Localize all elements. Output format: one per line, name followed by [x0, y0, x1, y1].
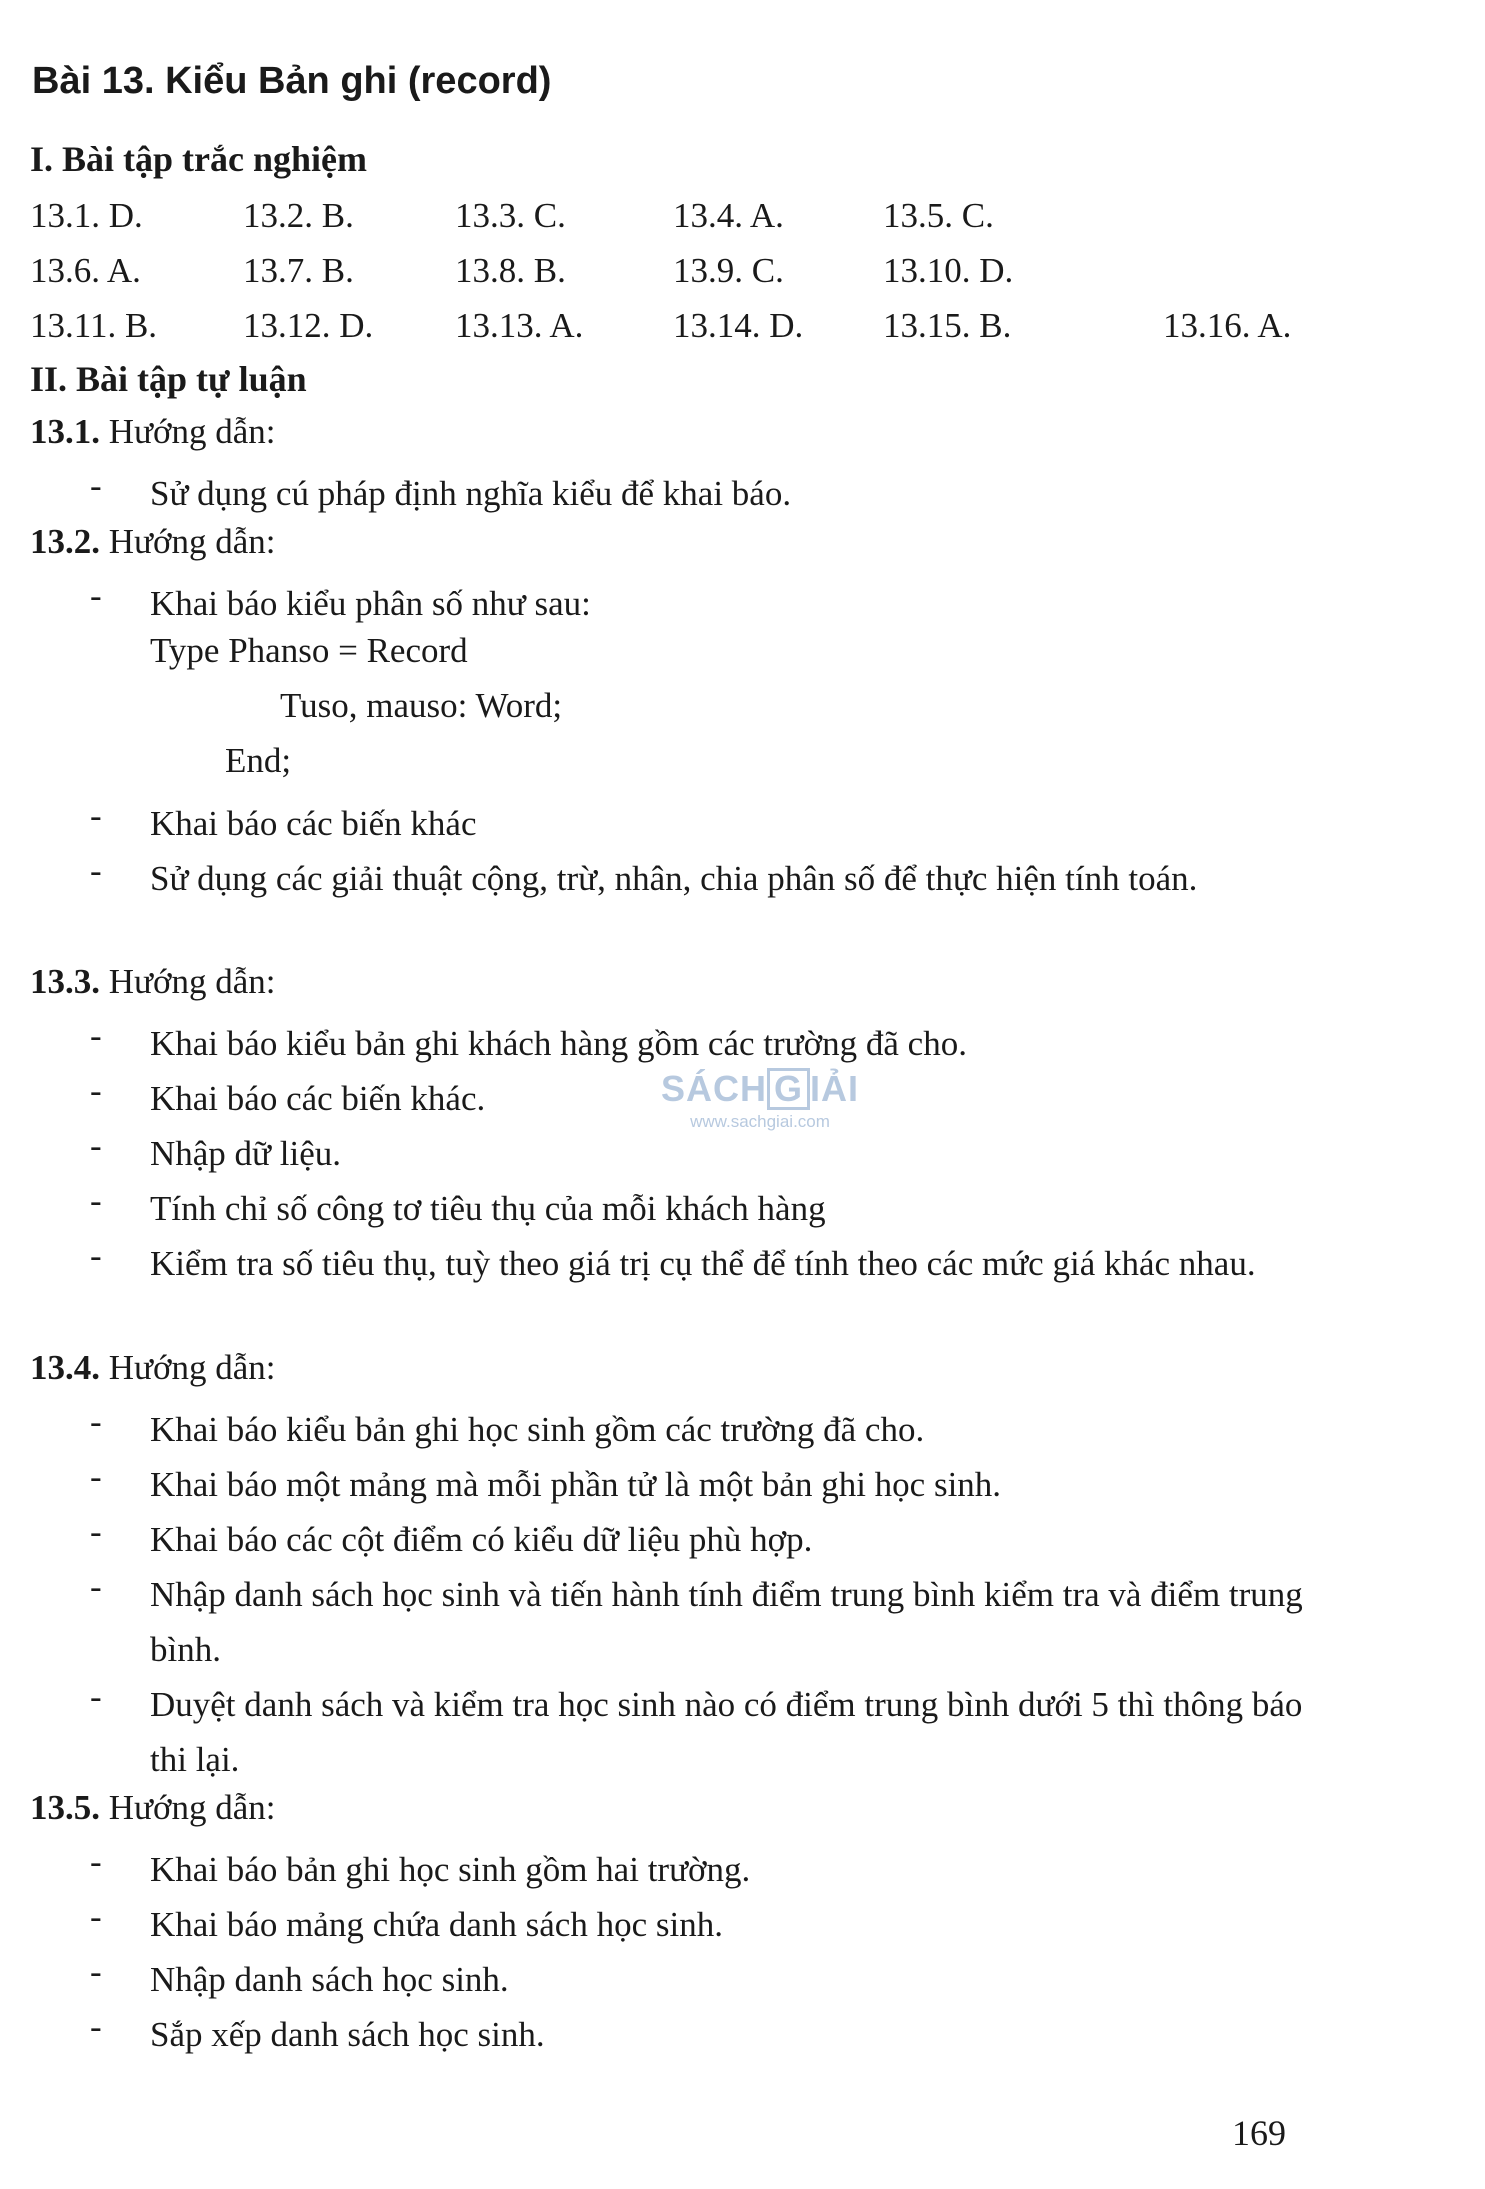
code-line: End;: [225, 741, 292, 780]
answer-13-4: 13.4. A.: [673, 196, 784, 235]
answer-13-11: 13.11. B.: [30, 306, 158, 345]
exercise-13-2-label: [30, 522, 276, 562]
answer-13-2: 13.2. B.: [243, 196, 354, 235]
answer-13-8: 13.8. B.: [455, 251, 566, 290]
code-line: Tuso, mauso: Word;: [280, 686, 563, 725]
answer-13-3: 13.3. C.: [455, 196, 566, 235]
guide-label: Hướng dẫn:: [108, 522, 276, 561]
exercise-13-1-label: [30, 412, 276, 452]
exercise-number: 13.4.: [30, 1348, 100, 1387]
exercise-number: 13.1.: [30, 412, 100, 451]
exercise-13-3-label: [30, 962, 276, 1002]
answer-13-14: 13.14. D.: [673, 306, 804, 345]
watermark-logo: SÁCH G IẢI: [660, 1068, 860, 1109]
answer-13-16: 13.16. A.: [1163, 306, 1292, 345]
guide-label: Hướng dẫn:: [108, 1788, 276, 1827]
answer-13-1: 13.1. D.: [30, 196, 143, 235]
answer-13-6: 13.6. A.: [30, 251, 141, 290]
guide-label: Hướng dẫn:: [108, 1348, 276, 1387]
section-heading-essay: II. Bài tập tự luận: [30, 359, 307, 399]
exercise-number: 13.5.: [30, 1788, 100, 1827]
page-number: 169: [1232, 2113, 1286, 2153]
exercise-number: 13.3.: [30, 962, 100, 1001]
answer-13-12: 13.12. D.: [243, 306, 374, 345]
chapter-title: Bài 13. Kiểu Bản ghi (record): [32, 60, 552, 102]
watermark: [650, 1068, 870, 1132]
exercise-number: 13.2.: [30, 522, 100, 561]
document-page: Bài 13. Kiểu Bản ghi (record) I. Bài tập trắc nghiệm 13.1. D. 13.2. B. 13.3. C. 13.4. A. 13.5. C. 13.6. A. 13.7. B. 13.8. B. 13.9. C. 13.10. D. 13.11. B. 13.12. D. 13.13. A. 13.14. D. 13.15. B. 13.16. A. II. Bài tập tự luận 13.1. Hướng dẫn: - Sử dụng cú pháp định nghĩa kiểu để khai báo. 13.2. Hướng dẫn: - Khai báo kiểu phân số như sau: Type Phanso = Record Tuso, mauso: Word; End; - Khai báo các biến khác - Sử dụng các giải thuật cộng, trừ, nhân, chia phân số để thực hiện tính toán. 13.3. Hướng dẫn: - Khai báo kiểu bản ghi khách hàng gồm các trường đã cho. - Khai báo các biến khác. - Nhập dữ liệu. - Tính chỉ số công tơ tiêu thụ của mỗi khách hàng - Kiểm tra số tiêu thụ, tuỳ theo giá trị cụ thể để tính theo các mức giá khác nhau. 13.4. Hướng dẫn: - Khai báo kiểu bản ghi học sinh gồm các trường đã cho. - Khai báo một mảng mà mỗi phần tử là một bản ghi học sinh. - Khai báo các cột điểm có kiểu dữ liệu phù hợp. - Nhập danh sách học sinh và tiến hành tính điểm trung bình kiểm tra và điểm trung bình. - Duyệt danh sách và kiểm tra học sinh nào có điểm trung bình dưới 5 thì thông báo thi lại. 13.5. Hướng dẫn: - Khai báo bản ghi học sinh gồm hai trường. - Khai báo mảng chứa danh sách học sinh. - Nhập danh sách học sinh. - Sắp xếp danh sách học sinh. SÁCH G IẢI www.sachgiai.com 169: [30, 60, 1303, 2153]
code-line: Type Phanso = Record: [150, 631, 468, 670]
section-heading-multiple-choice: I. Bài tập trắc nghiệm: [30, 139, 367, 179]
exercise-13-5-label: [30, 1788, 276, 1828]
guide-label: Hướng dẫn:: [108, 962, 276, 1001]
answer-13-13: 13.13. A.: [455, 306, 584, 345]
answer-13-15: 13.15. B.: [883, 306, 1012, 345]
answer-13-5: 13.5. C.: [883, 196, 994, 235]
answer-13-10: 13.10. D.: [883, 251, 1014, 290]
watermark-url: www.sachgiai.com: [690, 1112, 830, 1131]
guide-label: Hướng dẫn:: [108, 412, 276, 451]
exercise-13-4-label: [30, 1348, 276, 1388]
answer-13-9: 13.9. C.: [673, 251, 784, 290]
answer-13-7: 13.7. B.: [243, 251, 354, 290]
